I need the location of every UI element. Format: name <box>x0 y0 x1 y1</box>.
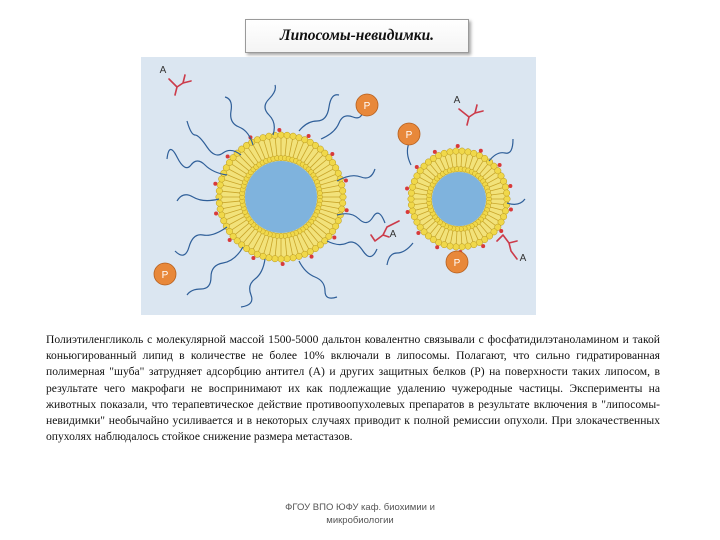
lipid-head-outer <box>221 218 227 224</box>
antibody-a-label: A <box>389 229 397 240</box>
antibody-a <box>371 221 399 241</box>
lipid-head-outer <box>296 253 302 259</box>
peg-chain <box>241 259 265 307</box>
peg-liposome-small <box>405 144 513 254</box>
lipid-head-outer <box>290 133 296 139</box>
lipid-head-outer <box>502 208 508 214</box>
protein-p-label: P <box>405 130 413 141</box>
lipid-head-outer <box>447 149 453 155</box>
liposome-diagram <box>141 57 536 315</box>
lipid-head-outer <box>411 213 417 219</box>
peg-anchor <box>345 208 349 212</box>
lipid-head-outer <box>408 190 414 196</box>
liposome-illustration <box>141 57 536 315</box>
antibody-a-label: A <box>519 253 527 264</box>
aqueous-core <box>432 172 486 226</box>
aqueous-core <box>245 161 317 233</box>
protein-p-label: P <box>363 101 371 112</box>
peg-chain <box>167 149 227 175</box>
peg-anchor <box>499 229 503 233</box>
lipid-head-outer <box>340 200 346 206</box>
lipid-head-outer <box>503 202 509 208</box>
lipid-head-outer <box>284 256 290 262</box>
peg-anchor <box>344 179 348 183</box>
footer-line-2: микробиологии <box>326 515 394 526</box>
lipid-head-outer <box>278 132 284 138</box>
lipid-head-outer <box>453 148 459 154</box>
peg-chain <box>299 95 339 131</box>
peg-chain <box>327 241 377 257</box>
lipid-head-inner <box>486 193 491 198</box>
lipid-head-outer <box>266 255 272 261</box>
antibody-a <box>454 95 483 125</box>
peg-anchor <box>226 155 230 159</box>
lipid-head-outer <box>218 212 224 218</box>
peg-anchor <box>415 165 419 169</box>
peg-chain <box>489 139 513 161</box>
description-paragraph: Полиэтиленгликоль с молекулярной массой 1500-5000 дальтон ковалентно связывали с фосфатидилэтаноламином и такой коньюгированный липид в количестве не более 10% включали в липосомы. Полагают, что сильно гидратированная полимерная "шуба" затрудняет адсорбцию антител (А) и других защитных белков (Р) на поверхности таких липосом, в результате чего макрофаги не воспринимают их как подлежащие удалению чужеродные частицы. Эксперименты на животных показали, что терапевтическое действие противоопухолевых препаратов в результате включения в "липосомы-невидимки" необычайно усиливается и в некоторых случаях приводит к полной ремиссии опухоли. При злокачественных опухолях наблюдалось стойкое снижение размера метастазов. <box>46 333 660 444</box>
lipid-head-outer <box>408 202 414 208</box>
protein-p <box>356 94 378 116</box>
lipid-head-outer <box>502 184 508 190</box>
peg-anchor <box>214 211 218 215</box>
peg-chain <box>187 247 243 295</box>
peg-anchor <box>416 231 420 235</box>
lipid-head-outer <box>272 132 278 138</box>
lipid-head-outer <box>465 149 471 155</box>
lipid-head-outer <box>408 196 414 202</box>
peg-anchor <box>228 238 232 242</box>
peg-anchor <box>332 235 336 239</box>
lipid-head-outer <box>260 253 266 259</box>
peg-chain <box>337 213 385 223</box>
antibody-a <box>160 65 191 95</box>
peg-anchor <box>456 144 460 148</box>
lipid-head-outer <box>471 241 477 247</box>
peg-chain <box>387 243 413 265</box>
protein-p <box>398 123 420 145</box>
slide-title: Липосомы-невидимки. <box>245 19 469 53</box>
footer <box>250 501 470 527</box>
lipid-head-outer <box>339 182 345 188</box>
peg-chain <box>321 107 363 139</box>
lipid-head-outer <box>409 208 415 214</box>
peg-anchor <box>508 184 512 188</box>
peg-anchor <box>213 182 217 186</box>
lipid-head-outer <box>216 188 222 194</box>
protein-p <box>446 251 468 273</box>
lipid-head-outer <box>465 243 471 249</box>
lipid-head-outer <box>284 132 290 138</box>
lipid-head-outer <box>340 188 346 194</box>
lipid-head-outer <box>447 243 453 249</box>
peg-anchor <box>498 163 502 167</box>
lipid-head-outer <box>296 134 302 140</box>
lipid-head-outer <box>453 244 459 250</box>
lipid-head-outer <box>218 176 224 182</box>
lipid-head-outer <box>272 256 278 262</box>
peg-chain <box>187 121 241 155</box>
lipid-head-outer <box>278 256 284 262</box>
lipid-head-outer <box>503 190 509 196</box>
protein-p-label: P <box>453 258 461 269</box>
peg-anchor <box>433 150 437 154</box>
footer-line-1: ФГОУ ВПО ЮФУ каф. биохимии и <box>285 502 435 513</box>
antibody-a <box>497 235 527 264</box>
lipid-head-outer <box>504 196 510 202</box>
peg-anchor <box>435 245 439 249</box>
lipid-head-outer <box>290 255 296 261</box>
antibody-a-label: A <box>453 95 461 106</box>
lipid-head-outer <box>340 194 346 200</box>
lipid-head-outer <box>441 150 447 156</box>
peg-anchor <box>509 208 513 212</box>
antibody-a-label: A <box>159 65 167 76</box>
peg-anchor <box>405 186 409 190</box>
lipid-head-outer <box>335 170 341 176</box>
peg-anchor <box>307 134 311 138</box>
peg-chain <box>299 261 337 298</box>
lipid-head-outer <box>302 251 308 257</box>
lipid-head-outer <box>266 133 272 139</box>
peg-chain <box>265 85 275 135</box>
lipid-head-inner <box>317 191 322 196</box>
lipid-head-outer <box>409 184 415 190</box>
peg-anchor <box>277 128 281 132</box>
lipid-head-outer <box>260 134 266 140</box>
peg-liposome-large <box>213 128 348 266</box>
lipid-head-outer <box>217 206 223 212</box>
peg-anchor <box>479 149 483 153</box>
lipid-head-outer <box>254 137 260 143</box>
lipid-head-outer <box>500 178 506 184</box>
peg-chain <box>177 195 219 201</box>
peg-anchor <box>330 152 334 156</box>
peg-anchor <box>251 256 255 260</box>
peg-anchor <box>310 255 314 259</box>
protein-p-label: P <box>161 270 169 281</box>
lipid-head-outer <box>216 200 222 206</box>
peg-anchor <box>481 244 485 248</box>
lipid-head-outer <box>217 182 223 188</box>
protein-p <box>154 263 176 285</box>
peg-anchor <box>406 210 410 214</box>
lipid-head-outer <box>339 206 345 212</box>
lipid-head-outer <box>459 148 465 154</box>
lipid-head-outer <box>459 244 465 250</box>
peg-anchor <box>281 262 285 266</box>
peg-chain <box>175 227 227 255</box>
